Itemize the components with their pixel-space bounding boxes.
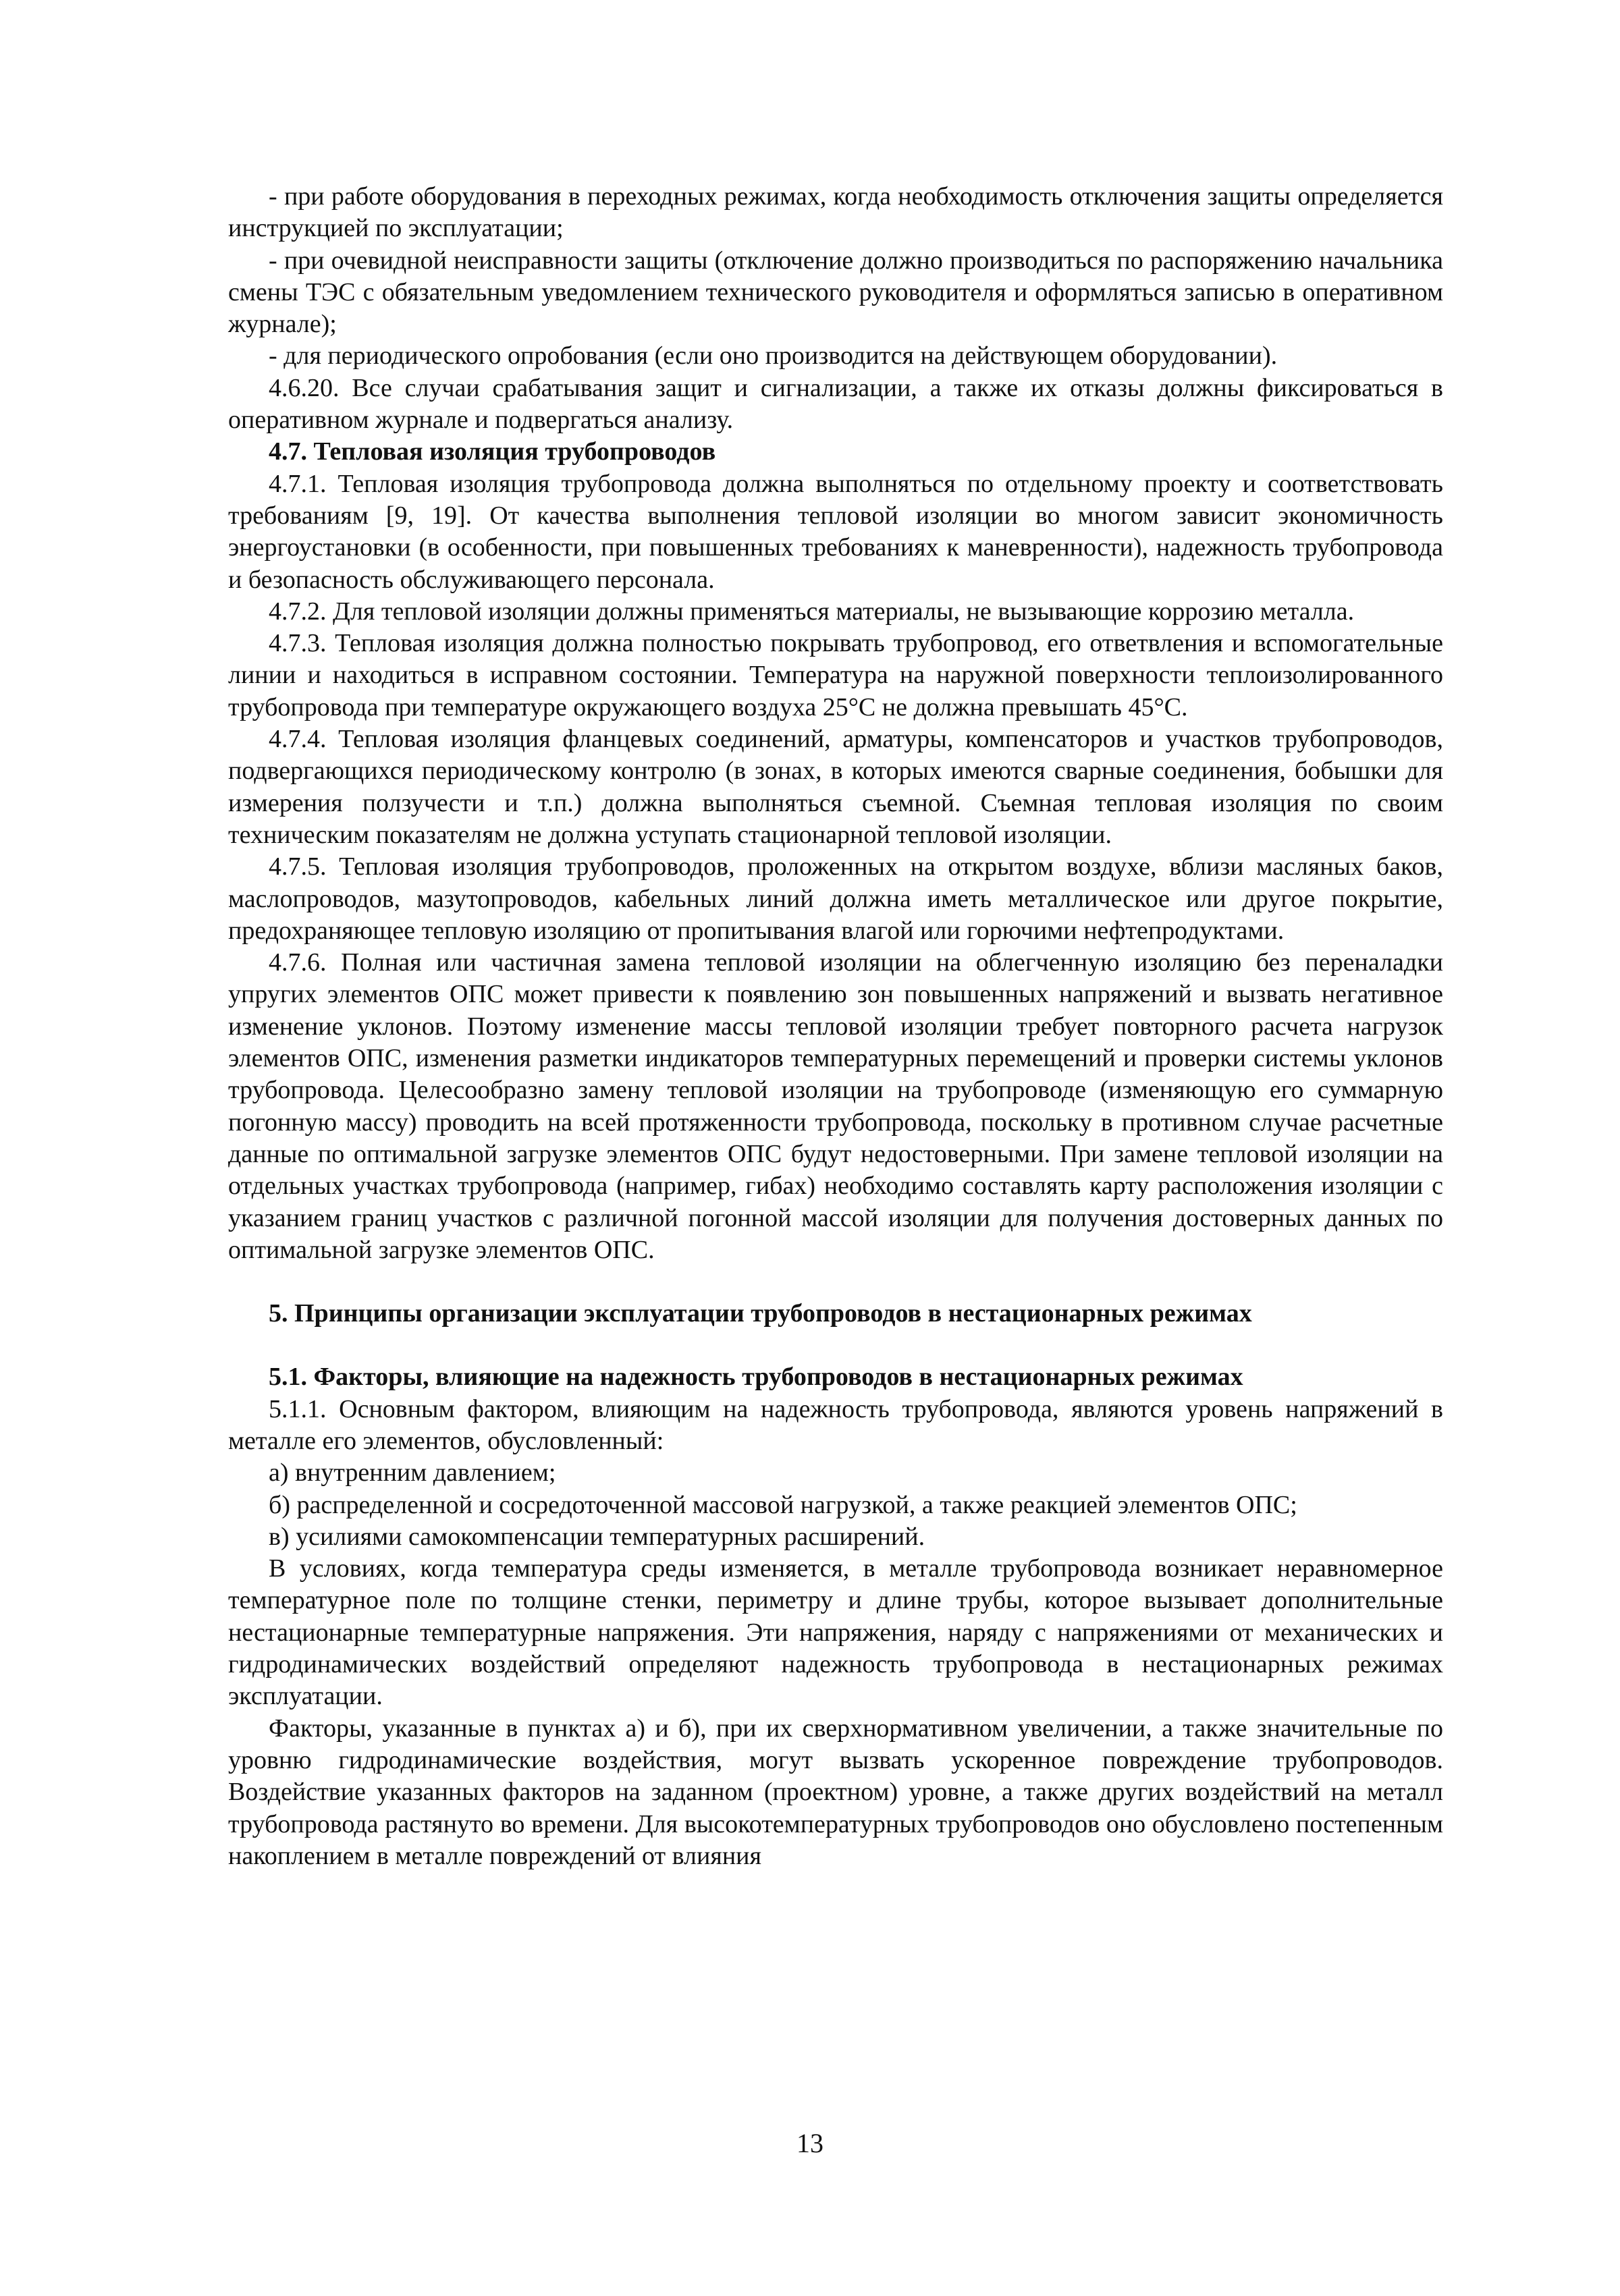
paragraph-4-7-4: 4.7.4. Тепловая изоляция фланцевых соединений, арматуры, компенсаторов и участков трубопроводов, подвергающихся периодическому контролю (в зонах, в которых имеются сварные соединения, бобышки для измерения ползучести и т.п.) должна выполняться съемной. Съемная тепловая изоляция по своим техническим показателям не должна уступать стационарной тепловой изоляции.	[228, 725, 1443, 849]
paragraph-factors: Факторы, указанные в пунктах а) и б), при их сверхнормативном увеличении, а также значительные по уровню гидродинамические воздействия, могут вызвать ускоренное повреждение трубопроводов. Воздействие указанных факторов на заданном (проектном) уровне, а также других воздействий на металл трубопровода растянуто во времени. Для высокотемпературных трубопроводов оно обусловлено постепенным накоплением в металле повреждений от влияния	[228, 1714, 1443, 1870]
paragraph-protection-transient: - при работе оборудования в переходных режимах, когда необходимость отключения защиты определяется инструкцией по эксплуатации;	[228, 182, 1443, 243]
paragraph-5-1-1: 5.1.1. Основным фактором, влияющим на надежность трубопровода, являются уровень напряжений в металле его элементов, обусловленный:	[228, 1394, 1443, 1455]
document-body	[228, 181, 1443, 1872]
paragraph-4-6-20: 4.6.20. Все случаи срабатывания защит и сигнализации, а также их отказы должны фиксироваться в оперативном журнале и подвергаться анализу.	[228, 373, 1443, 435]
section-heading-5-1: 5.1. Факторы, влияющие на надежность трубопроводов в нестационарных режимах	[269, 1363, 1243, 1392]
paragraph-thermal-stress: В условиях, когда температура среды изменяется, в металле трубопровода возникает неравномерное температурное поле по толщине стенки, периметру и длине трубы, которое вызывает дополнительные нестационарные температурные напряжения. Эти напряжения, наряду с напряжениями от механических и гидродинамических воздействий определяют надежность трубопровода в нестационарных режимах эксплуатации.	[228, 1554, 1443, 1711]
list-item-a: а) внутренним давлением;	[269, 1458, 556, 1487]
paragraph-4-7-2: 4.7.2. Для тепловой изоляции должны применяться материалы, не вызывающие коррозию металла.	[269, 597, 1355, 626]
list-item-b: б) распределенной и сосредоточенной массовой нагрузкой, а также реакцией элементов ОПС;	[269, 1490, 1297, 1519]
page-number: 13	[796, 2128, 824, 2158]
section-heading-4-7: 4.7. Тепловая изоляция трубопроводов	[269, 437, 716, 466]
paragraph-4-7-6: 4.7.6. Полная или частичная замена тепловой изоляции на облегченную изоляцию без переналадки упругих элементов ОПС может привести к появлению зон повышенных напряжений и вызвать негативное изменение уклонов. Поэтому изменение массы тепловой изоляции требует повторного расчета нагрузок элементов ОПС, изменения разметки индикаторов температурных перемещений и проверки системы уклонов трубопровода. Целесообразно замену тепловой изоляции на трубопроводе (изменяющую его суммарную погонную массу) проводить на всей протяженности трубопровода, поскольку в противном случае расчетные данные по оптимальной загрузке элементов ОПС будут недостоверными. При замене тепловой изоляции на отдельных участках трубопровода (например, гибах) необходимо составлять карту расположения изоляции с указанием границ участков с различной погонной массой изоляции для получения достоверных данных по оптимальной загрузке элементов ОПС.	[228, 948, 1443, 1264]
paragraph-protection-fault: - при очевидной неисправности защиты (отключение должно производиться по распоряжению начальника смены ТЭС с обязательным уведомлением технического руководителя и оформляться записью в оперативном журнале);	[228, 246, 1443, 339]
paragraph-4-7-1: 4.7.1. Тепловая изоляция трубопровода должна выполняться по отдельному проекту и соответствовать требованиям [9, 19]. От качества выполнения тепловой изоляции во многом зависит экономичность энергоустановки (в особенности, при повышенных требованиях к маневренности), надежность трубопровода и безопасность обслуживающего персонала.	[228, 469, 1443, 594]
paragraph-4-7-3: 4.7.3. Тепловая изоляция должна полностью покрывать трубопровод, его ответвления и вспомогательные линии и находиться в исправном состоянии. Температура на наружной поверхности теплоизолированного трубопровода при температуре окружающего воздуха 25°С не должна превышать 45°С.	[228, 629, 1443, 721]
paragraph-protection-test: - для периодического опробования (если оно производится на действующем оборудовании).	[269, 341, 1278, 371]
paragraph-4-7-5: 4.7.5. Тепловая изоляция трубопроводов, проложенных на открытом воздухе, вблизи масляных баков, маслопроводов, мазутопроводов, кабельных линий должна иметь металлическое или другое покрытие, предохраняющее тепловую изоляцию от пропитывания влагой или горючими нефтепродуктами.	[228, 852, 1443, 945]
chapter-heading-5: 5. Принципы организации эксплуатации трубопроводов в нестационарных режимах	[269, 1299, 1252, 1328]
list-item-c: в) усилиями самокомпенсации температурных расширений.	[269, 1522, 925, 1551]
